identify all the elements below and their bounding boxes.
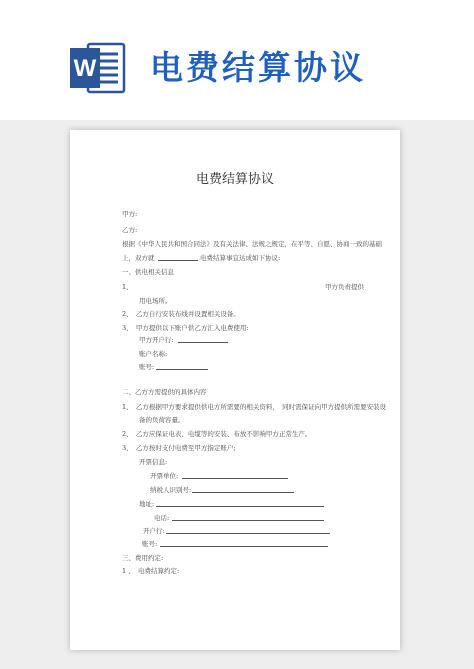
banner-header — [0, 0, 474, 120]
s1-item2: 2、 乙方自行安装布线并设置相关设备。 — [122, 310, 240, 318]
project-blank[interactable] — [158, 260, 198, 261]
phone-label: 电话: — [154, 514, 170, 522]
word-document-icon — [68, 40, 126, 96]
party-b-label: 乙方: — [122, 226, 138, 234]
intro-line-1: 根据《中华人民共和国合同法》及有关法律、法规之规定，在平等、自愿、协商一致的基础 — [122, 240, 382, 248]
address-blank[interactable] — [156, 506, 324, 507]
party-a-label: 甲方: — [122, 210, 138, 218]
bank-label: 甲方开户行: — [139, 336, 174, 344]
s3-item1: 1 、 电费结算约定: — [122, 567, 180, 575]
intro-line-2a: 上，双方就 — [122, 254, 155, 262]
s1-item3: 3、 甲方提供以下账户供乙方汇入电费使用: — [122, 324, 249, 332]
account-2-blank[interactable] — [160, 546, 328, 547]
s1-item1-continuation: 用电场所。 — [139, 297, 172, 305]
address-label: 地址: — [139, 500, 155, 508]
s1-item1-number: 1、 — [122, 283, 133, 291]
invoice-unit-blank[interactable] — [182, 478, 288, 479]
section-1-heading: 一、供电相关信息 — [122, 268, 174, 276]
logo-letter: W — [73, 55, 97, 82]
account-name-label: 账户名称: — [139, 350, 168, 358]
account-number-label: 账号: — [139, 363, 155, 371]
bank-2-blank[interactable] — [166, 533, 330, 534]
invoice-info-heading: 开票信息: — [139, 458, 168, 466]
s2-item2: 2、 乙方应保证电表、电缆等的安装、布放不影响甲方正常生产。 — [122, 430, 312, 438]
s2-item1: 1、 乙方根据甲方要求提供供电方所需要的相关资料， 同时需保证向甲方提供所需要安装设 — [122, 403, 387, 411]
phone-blank[interactable] — [172, 520, 324, 521]
document-title: 电费结算协议 — [195, 172, 274, 187]
s2-item1-continuation: 备的负荷容量。 — [139, 416, 185, 424]
bank-blank[interactable] — [178, 342, 228, 343]
bank-2-label: 开户行: — [143, 527, 165, 535]
section-2-heading: 二、乙方方需提供的具体内容 — [122, 388, 207, 396]
banner-title: 电费结算协议 — [150, 48, 366, 87]
s2-item3: 3、 乙方按时支付电费至甲方指定账户; — [122, 444, 236, 452]
taxpayer-id-label: 纳税人识别号: — [150, 486, 192, 494]
taxpayer-id-blank[interactable] — [192, 492, 294, 493]
account-number-blank[interactable] — [156, 369, 208, 370]
account-2-label: 账号: — [142, 540, 158, 548]
section-3-heading: 三、费用约定: — [122, 554, 164, 562]
intro-line-2b: 电费结算事宜达成如下协议: — [200, 254, 281, 262]
document-page — [70, 130, 400, 650]
s1-item1-right-text: 甲方负责提供 — [325, 283, 364, 291]
invoice-unit-label: 开票单位: — [150, 472, 179, 480]
